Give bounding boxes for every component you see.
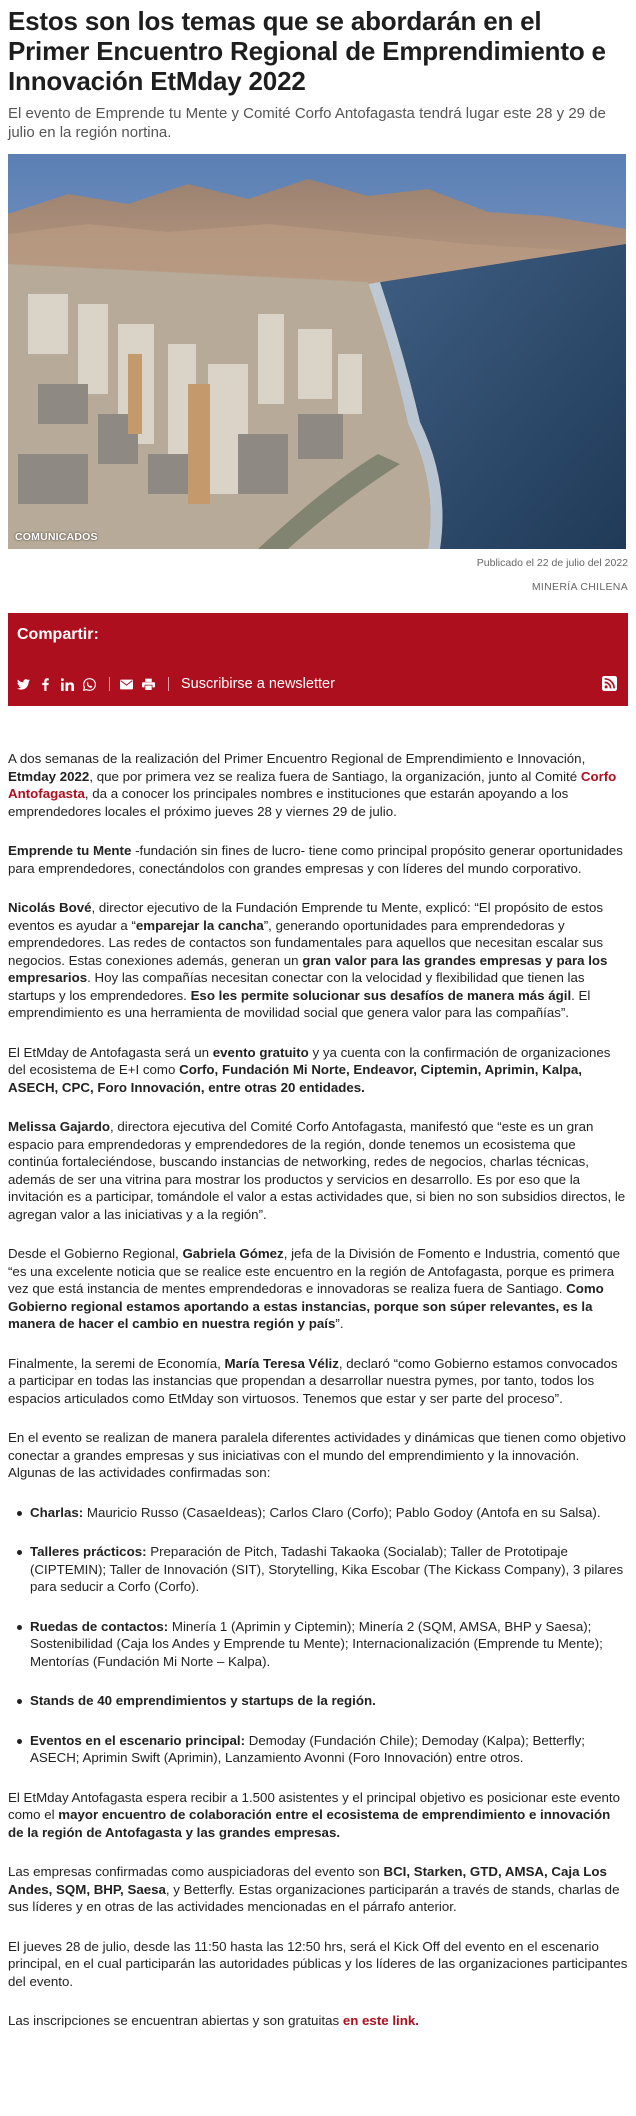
paragraph: El jueves 28 de julio, desde las 11:50 hasta las 12:50 hrs, será el Kick Off del evento en el escenario principal, en el cual participarán las autoridades públicas y los líderes de las organizaciones participantes del evento. xyxy=(8,1938,628,1989)
rss-icon[interactable] xyxy=(602,676,617,691)
activities-list xyxy=(8,1504,628,1767)
paragraph: A dos semanas de la realización del Primer Encuentro Regional de Emprendimiento e Innovación, Etmday 2022, que por primera vez se realiza fuera de Santiago, la organización, junto al Comité Corfo Antofagasta, da a conocer los principales nombres e instituciones que estarán apoyando a los emprendedores locales el próximo jueves 28 y viernes 29 de julio. xyxy=(8,751,617,819)
twitter-icon[interactable] xyxy=(17,678,30,691)
article-source: MINERÍA CHILENA xyxy=(531,581,628,593)
linkedin-icon[interactable] xyxy=(61,678,74,691)
paragraph: El EtMday de Antofagasta será un evento gratuito y ya cuenta con la confirmación de organizaciones del ecosistema de E+I como Corfo, Fundación Mi Norte, Endeavor, Ciptemin, Aprimin, Kalpa, ASECH, CPC, Foro Innovación, entre otras 20 entidades. xyxy=(8,1044,611,1095)
share-title: Compartir: xyxy=(17,626,99,643)
paragraph: Melissa Gajardo, directora ejecutiva del Comité Corfo Antofagasta, manifestó que “este es un gran espacio para emprendedoras y emprendedores de la región, donde tenemos un ecosistema que continúa fortaleciéndose, buscando instancias de networking, redes de negocios, charlas técnicas, además de ser una vitrina para mostrar los productos y servicios en desarrollo. Es por eso que la invitación es a participar, tomándole el valor a estas actividades que, si bien no son subsidios directos, le agregan valor a las iniciativas y a la región”. xyxy=(8,1119,626,1222)
registration-link[interactable]: en este link. xyxy=(342,2013,419,2028)
paragraph: El EtMday Antofagasta espera recibir a 1.500 asistentes y el principal objetivo es posicionar este evento como el mayor encuentro de colaboración entre el ecosistema de emprendimiento e innovación de la región de Antofagasta y las grandes empresas. xyxy=(8,1789,621,1840)
paragraph: Desde el Gobierno Regional, Gabriela Gómez, jefa de la División de Fomento e Industria, comentó que “es una excelente noticia que se realice este encuentro en la región de Antofagasta, porque es primera vez que está instancia de mentes emprendedoras e innovadoras se realiza fuera de Santiago. Como Gobierno regional estamos aportando a estas instancias, porque son súper relevantes, es la manera de hacer el cambio en nuestra región y país”. xyxy=(8,1246,621,1331)
paragraph: En el evento se realizan de manera paralela diferentes actividades y dinámicas que tienen como objetivo conectar a grandes empresas y sus iniciativas con el mundo del emprendimiento y la innovación. Algunas de las actividades confirmadas son: xyxy=(8,1430,626,1480)
hero-image[interactable] xyxy=(8,154,626,549)
article-title: Estos son los temas que se abordarán en el Primer Encuentro Regional de Emprendimiento e Innovación EtMday 2022 xyxy=(8,6,606,96)
article-body xyxy=(8,750,628,2030)
print-icon[interactable] xyxy=(142,678,155,691)
share-bar xyxy=(8,613,628,706)
list-item: Eventos en el escenario principal: Demoday (Fundación Chile); Demoday (Kalpa); Betterfly; ASECH; Aprimin Swift (Aprimin), Lanzamiento Avonni (Foro Innovación) entre otros. xyxy=(30,1732,628,1767)
facebook-icon[interactable] xyxy=(39,678,52,691)
article-meta xyxy=(8,557,628,594)
article xyxy=(8,0,628,2030)
antofagasta-city-photo xyxy=(8,154,626,549)
article-subtitle: El evento de Emprende tu Mente y Comité Corfo Antofagasta tendrá lugar este 28 y 29 de julio en la región nortina. xyxy=(8,105,606,141)
image-category-tag[interactable]: COMUNICADOS xyxy=(15,531,98,543)
list-item: Charlas: Mauricio Russo (CasaeIdeas); Carlos Claro (Corfo); Pablo Godoy (Antofa en su Salsa). xyxy=(30,1504,628,1522)
newsletter-link[interactable]: Suscribirse a newsletter xyxy=(181,676,335,692)
paragraph: Las inscripciones se encuentran abiertas y son gratuitas en este link. xyxy=(8,2013,419,2028)
paragraph: Las empresas confirmadas como auspiciadoras del evento son BCI, Starken, GTD, AMSA, Caja Los Andes, SQM, BHP, Saesa, y Betterfly. Estas organizaciones participarán a través de stands, charlas de sus líderes y en otras de las actividades mencionadas en el párrafo anterior. xyxy=(8,1864,620,1914)
paragraph: Finalmente, la seremi de Economía, María Teresa Véliz, declaró “como Gobierno estamos convocados a participar en todas las instancias que propendan a desarrollar nuestra pymes, por tanto, todos los espacios articulados como EtMday son virtuosos. Tenemos que estar y ser parte del proceso”. xyxy=(8,1355,618,1406)
share-divider xyxy=(168,677,169,691)
paragraph: Emprende tu Mente -fundación sin fines de lucro- tiene como principal propósito generar oportunidades para emprendedores, conectándolos con grandes empresas y con líderes del mundo corporativo. xyxy=(8,843,623,876)
share-divider xyxy=(109,677,110,691)
email-icon[interactable] xyxy=(120,678,133,691)
list-item: Stands de 40 emprendimientos y startups de la región. xyxy=(30,1692,628,1710)
list-item: Talleres prácticos: Preparación de Pitch, Tadashi Takaoka (Socialab); Taller de Prototipaje (CIPTEMIN); Taller de Innovación (SIT), Storytelling, Kika Escobar (The Kickass Company), 3 pilares para seducir a Corfo (Corfo). xyxy=(30,1543,628,1596)
whatsapp-icon[interactable] xyxy=(83,678,96,691)
paragraph: Nicolás Bové, director ejecutivo de la Fundación Emprende tu Mente, explicó: “El propósito de estos eventos es ayudar a “emparejar la cancha”, generando oportunidades para emprendedoras y emprendedores. Las redes de contactos son fundamentales para aquellos que necesitan escalar sus negocios. Estas conexiones además, generan un gran valor para las grandes empresas y para los empresarios. Hoy las compañías necesitan conectar con la velocidad y flexibilidad que tienen las startups y los emprendedores. Eso les permite solucionar sus desafíos de manera más ágil. El emprendimiento es una herramienta de movilidad social que genera valor para las compañías”. xyxy=(8,900,608,1020)
publish-date: Publicado el 22 de julio del 2022 xyxy=(476,557,628,569)
list-item: Ruedas de contactos: Minería 1 (Aprimin y Ciptemin); Minería 2 (SQM, AMSA, BHP y Saesa); Sostenibilidad (Caja los Andes y Emprende tu Mente); Internacionalización (Emprende tu Mente); Mentorías (Fundación Mi Norte – Kalpa). xyxy=(30,1618,628,1671)
share-actions xyxy=(17,675,619,693)
corfo-antofagasta-link[interactable]: Corfo Antofagasta xyxy=(8,768,617,801)
